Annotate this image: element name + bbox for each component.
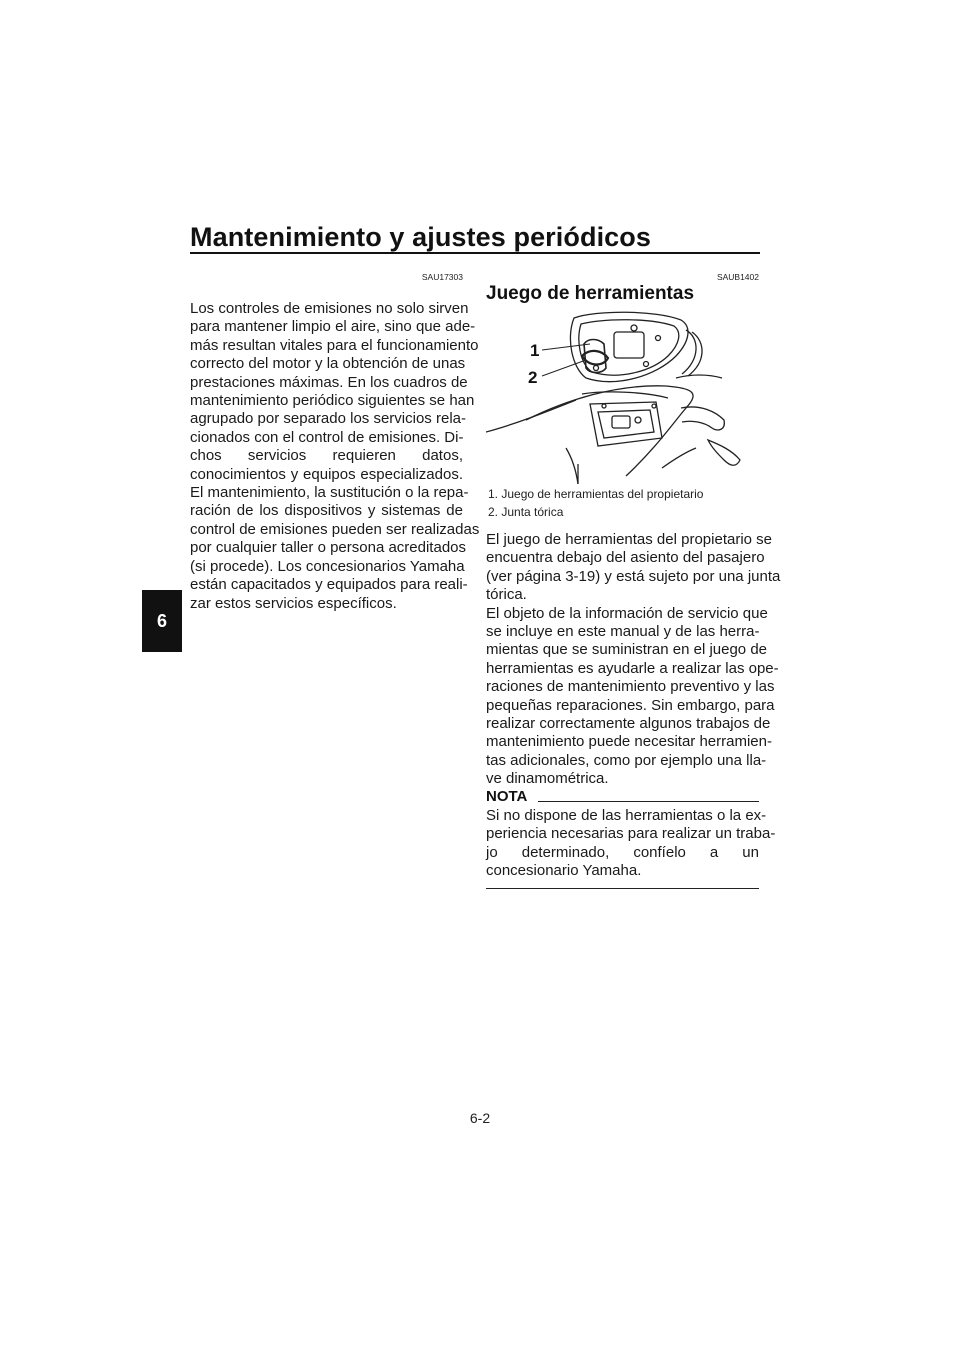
text-line: raciones de mantenimiento preventivo y las xyxy=(486,678,775,696)
figure-caption-2: 2. Junta tórica xyxy=(488,505,564,519)
seat-bolt xyxy=(644,362,649,367)
text-line: El mantenimiento, la sustitución o la repa- xyxy=(190,484,469,502)
text-line: prestaciones máximas. En los cuadros de xyxy=(190,373,468,391)
frame-bolt xyxy=(635,417,641,423)
text-line: mientas que se suministran en el juego de xyxy=(486,641,768,659)
text-line: ve dinamométrica. xyxy=(486,770,609,788)
frame-component xyxy=(612,416,630,428)
side-cowl xyxy=(662,448,696,468)
callout-label-1: 1 xyxy=(530,341,540,360)
text-line: El juego de herramientas del propietario se xyxy=(486,531,773,548)
text-line: (si procede). Los concesionarios Yamaha xyxy=(190,557,465,575)
toolkit-illustration xyxy=(486,308,762,484)
rear-frame xyxy=(526,386,693,476)
text-line: por cualquier taller o persona acreditados xyxy=(190,539,466,557)
seat-bracket xyxy=(614,332,644,358)
text-line: herramientas es ayudarle a realizar las ope- xyxy=(486,659,779,677)
rear-frame xyxy=(582,392,668,398)
seat-bolt xyxy=(631,325,637,331)
text-line: concesionario Yamaha. xyxy=(486,862,642,880)
side-cowl xyxy=(676,375,722,378)
text-line: ración de los dispositivos y sistemas de xyxy=(190,502,463,520)
nota-text xyxy=(486,807,776,881)
text-line: (ver página 3-19) y está sujeto por una junta xyxy=(486,567,781,585)
text-line: mantenimiento periódico siguientes se han xyxy=(190,392,475,410)
text-line: están capacitados y equipados para reali- xyxy=(190,576,468,594)
text-line: conocimientos y equipos especializados. xyxy=(190,465,463,483)
text-line: periencia necesarias para realizar un traba- xyxy=(486,825,776,843)
frame-bolt xyxy=(602,404,606,408)
side-cowl xyxy=(486,400,576,432)
text-line: jo determinado, confíelo a un xyxy=(486,843,759,861)
callout-leader-2 xyxy=(542,360,586,376)
toolkit-paragraph xyxy=(486,531,781,789)
seat-bolt xyxy=(656,336,661,341)
page-title: Mantenimiento y ajustes periódicos xyxy=(190,222,652,252)
title-divider xyxy=(190,252,760,254)
section-code-right: SAUB1402 xyxy=(716,272,759,282)
frame-bolt xyxy=(652,404,656,408)
nota-divider xyxy=(538,801,759,802)
text-line: zar estos servicios específicos. xyxy=(190,594,397,612)
text-line: Si no dispone de las herramientas o la ex- xyxy=(486,807,767,824)
callout-leader-1 xyxy=(542,344,590,350)
seat-bolt xyxy=(594,366,599,371)
text-line: Los controles de emisiones no solo sirven xyxy=(190,300,469,317)
frame-compartment xyxy=(598,410,654,438)
section-code-left: SAU17303 xyxy=(421,272,463,282)
page-number: 6-2 xyxy=(469,1110,491,1126)
text-line: mantenimiento puede necesitar herramien- xyxy=(486,733,772,751)
emissions-paragraph xyxy=(190,300,480,613)
tail-light xyxy=(708,440,740,465)
nota-label: NOTA xyxy=(486,788,528,805)
chapter-number: 6 xyxy=(156,611,167,631)
callout-label-2: 2 xyxy=(528,368,538,387)
text-line: encuentra debajo del asiento del pasajero xyxy=(486,549,765,567)
section-heading: Juego de herramientas xyxy=(486,283,695,304)
text-line: control de emisiones pueden ser realizadas xyxy=(190,520,480,538)
text-line: cionados con el control de emisiones. Di- xyxy=(190,428,464,446)
figure-caption-1: 1. Juego de herramientas del propietario xyxy=(488,487,704,501)
text-line: para mantener limpio el aire, sino que ade- xyxy=(190,318,476,336)
text-line: realizar correctamente algunos trabajos de xyxy=(486,715,771,733)
text-line: tas adicionales, como por ejemplo una lla- xyxy=(486,751,767,769)
seat-hinge xyxy=(682,330,696,374)
text-line: tórica. xyxy=(486,586,527,604)
text-line: pequeñas reparaciones. Sin embargo, para xyxy=(486,696,775,714)
text-line: chos servicios requieren datos, xyxy=(190,447,463,465)
text-line: más resultan vitales para el funcionamiento xyxy=(190,336,479,354)
nota-bottom-divider xyxy=(486,888,759,889)
text-line: agrupado por separado los servicios rela- xyxy=(190,410,466,428)
text-line: El objeto de la información de servicio que xyxy=(486,604,768,622)
side-cowl xyxy=(566,448,578,484)
tail-light xyxy=(681,407,724,430)
text-line: se incluye en este manual y de las herra- xyxy=(486,623,760,641)
text-line: correcto del motor y la obtención de unas xyxy=(190,355,466,373)
